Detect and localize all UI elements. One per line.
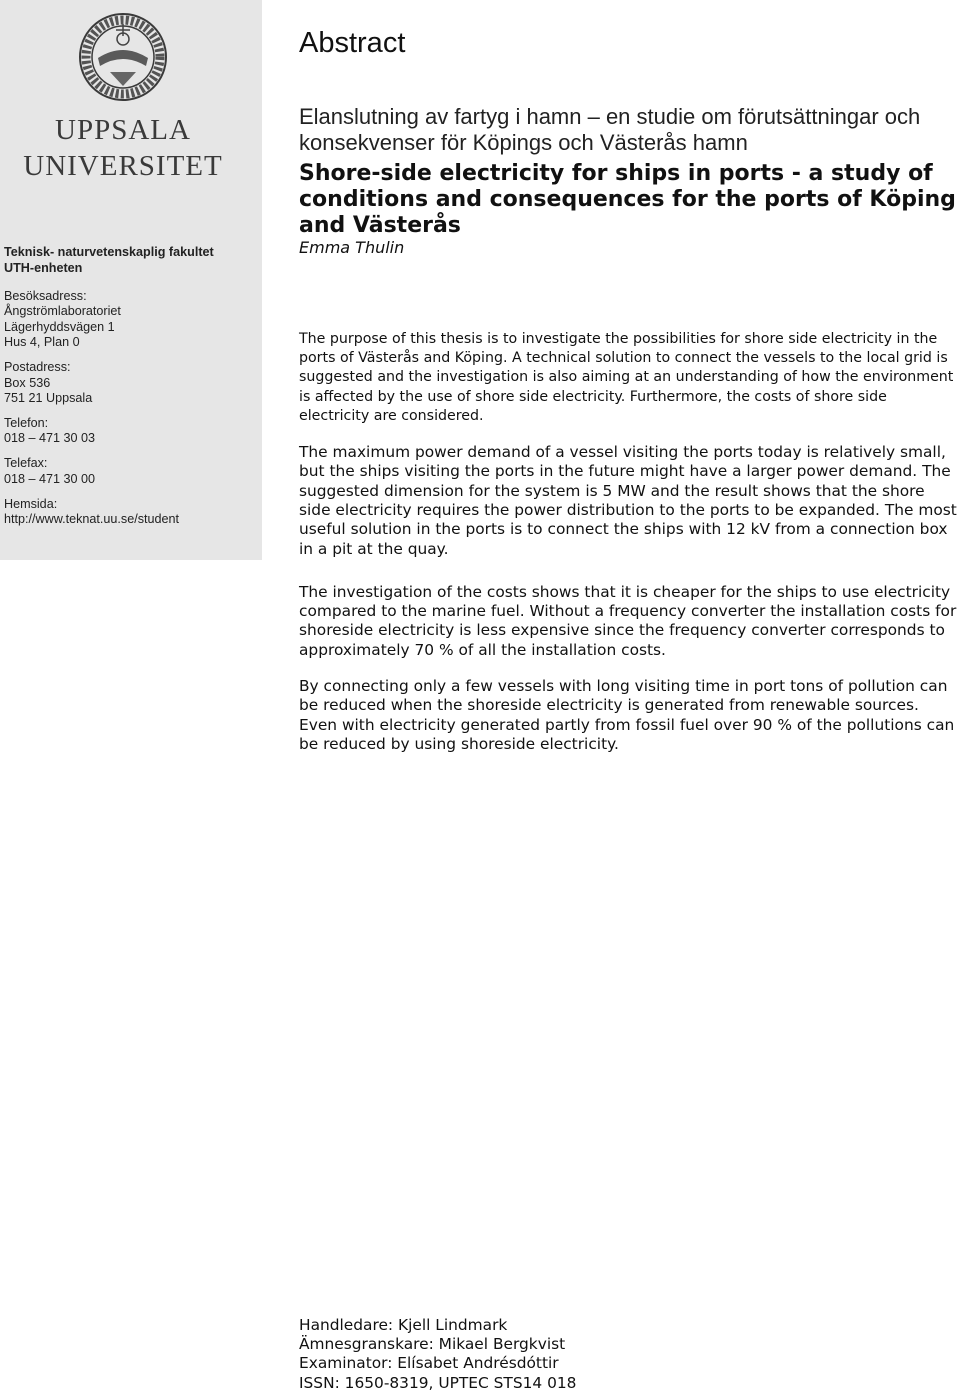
- university-seal-icon: [78, 12, 168, 110]
- contact-line: Box 536: [4, 375, 51, 390]
- contact-line: Hus 4, Plan 0: [4, 335, 80, 350]
- faculty-line: Teknisk- naturvetenskaplig fakultet: [4, 245, 214, 259]
- contact-line: 751 21 Uppsala: [4, 391, 93, 406]
- examiner: Examinator: Elísabet Andrésdóttir: [299, 1354, 559, 1373]
- website: [4, 497, 179, 528]
- postal-address: [4, 360, 179, 406]
- telefax: [4, 456, 179, 487]
- credits-block: [299, 1316, 576, 1393]
- paragraph: The purpose of this thesis is to investigate the possibilities for shore side electricity in the ports of Västerås and Köping. A technical solution to connect the vessels to the local grid is suggested and the investigation is also aiming at an understanding of how the environment is affected by the use of shore side electricity. Furthermore, the costs of shore side electricity are considered.: [299, 331, 954, 424]
- telephone: [4, 416, 179, 447]
- abstract-body: [299, 330, 959, 771]
- contact-label: Telefax:: [4, 456, 48, 471]
- contact-line: 018 – 471 30 00: [4, 471, 96, 486]
- website-link[interactable]: http://www.teknat.uu.se/student: [4, 512, 180, 527]
- contact-label: Besöksadress:: [4, 289, 87, 303]
- subject-reviewer: Ämnesgranskare: Mikael Bergkvist: [299, 1335, 566, 1354]
- logo-name-line1: UPPSALA: [55, 114, 191, 146]
- swedish-title: Elanslutning av fartyg i hamn – en studie om förutsättningar och konsekvenser för Köpings och Västerås hamn: [299, 104, 921, 155]
- english-title: Shore-side electricity for ships in ports - a study of conditions and consequences for the ports of Köping and Västerås: [299, 161, 956, 238]
- unit-line: UTH-enheten: [4, 261, 83, 275]
- university-logo: [18, 12, 228, 212]
- contact-label: Telefon:: [4, 416, 49, 431]
- author-name: Emma Thulin: [299, 238, 405, 257]
- issn: ISSN: 1650-8319, UPTEC STS14 018: [299, 1373, 577, 1392]
- contact-label: Hemsida:: [4, 496, 58, 511]
- logo-name-line2: UNIVERSITET: [23, 150, 223, 182]
- paragraph: By connecting only a few vessels with long visiting time in port tons of pollution can be reduced when the shoreside electricity is generated from renewable sources. Even with electricity generated partly from fossil fuel over 90 % of the pollutions can be reduced by using shoreside electricity.: [299, 676, 955, 753]
- contact-label: Postadress:: [4, 360, 71, 375]
- supervisor: Handledare: Kjell Lindmark: [299, 1316, 508, 1334]
- contact-line: Ångströmlaboratoriet: [4, 304, 121, 319]
- paragraph: The investigation of the costs shows that it is cheaper for the ships to use electricity compared to the marine fuel. Without a frequency converter the installation costs for shoreside electricity is less expensive since the frequency converter corresponds to approximately 70 % of all the installation costs.: [299, 582, 957, 659]
- sidebar: [0, 0, 262, 560]
- paragraph: The maximum power demand of a vessel visiting the ports today is relatively small, but the ships visiting the ports in the future might have a larger power demand. The suggested dimension for the system is 5 MW and the result shows that the shore side electricity requires the power distribution to the ports to be expanded. The most useful solution in the ports is to connect the ships with 12 kV from a connection box in a pit at the quay.: [299, 443, 957, 558]
- faculty-name: [4, 244, 214, 276]
- page-title: Abstract: [299, 27, 406, 59]
- contact-line: Lägerhyddsvägen 1: [4, 319, 115, 334]
- visiting-address: [4, 289, 179, 351]
- contact-block: [4, 289, 179, 537]
- contact-line: 018 – 471 30 03: [4, 431, 96, 446]
